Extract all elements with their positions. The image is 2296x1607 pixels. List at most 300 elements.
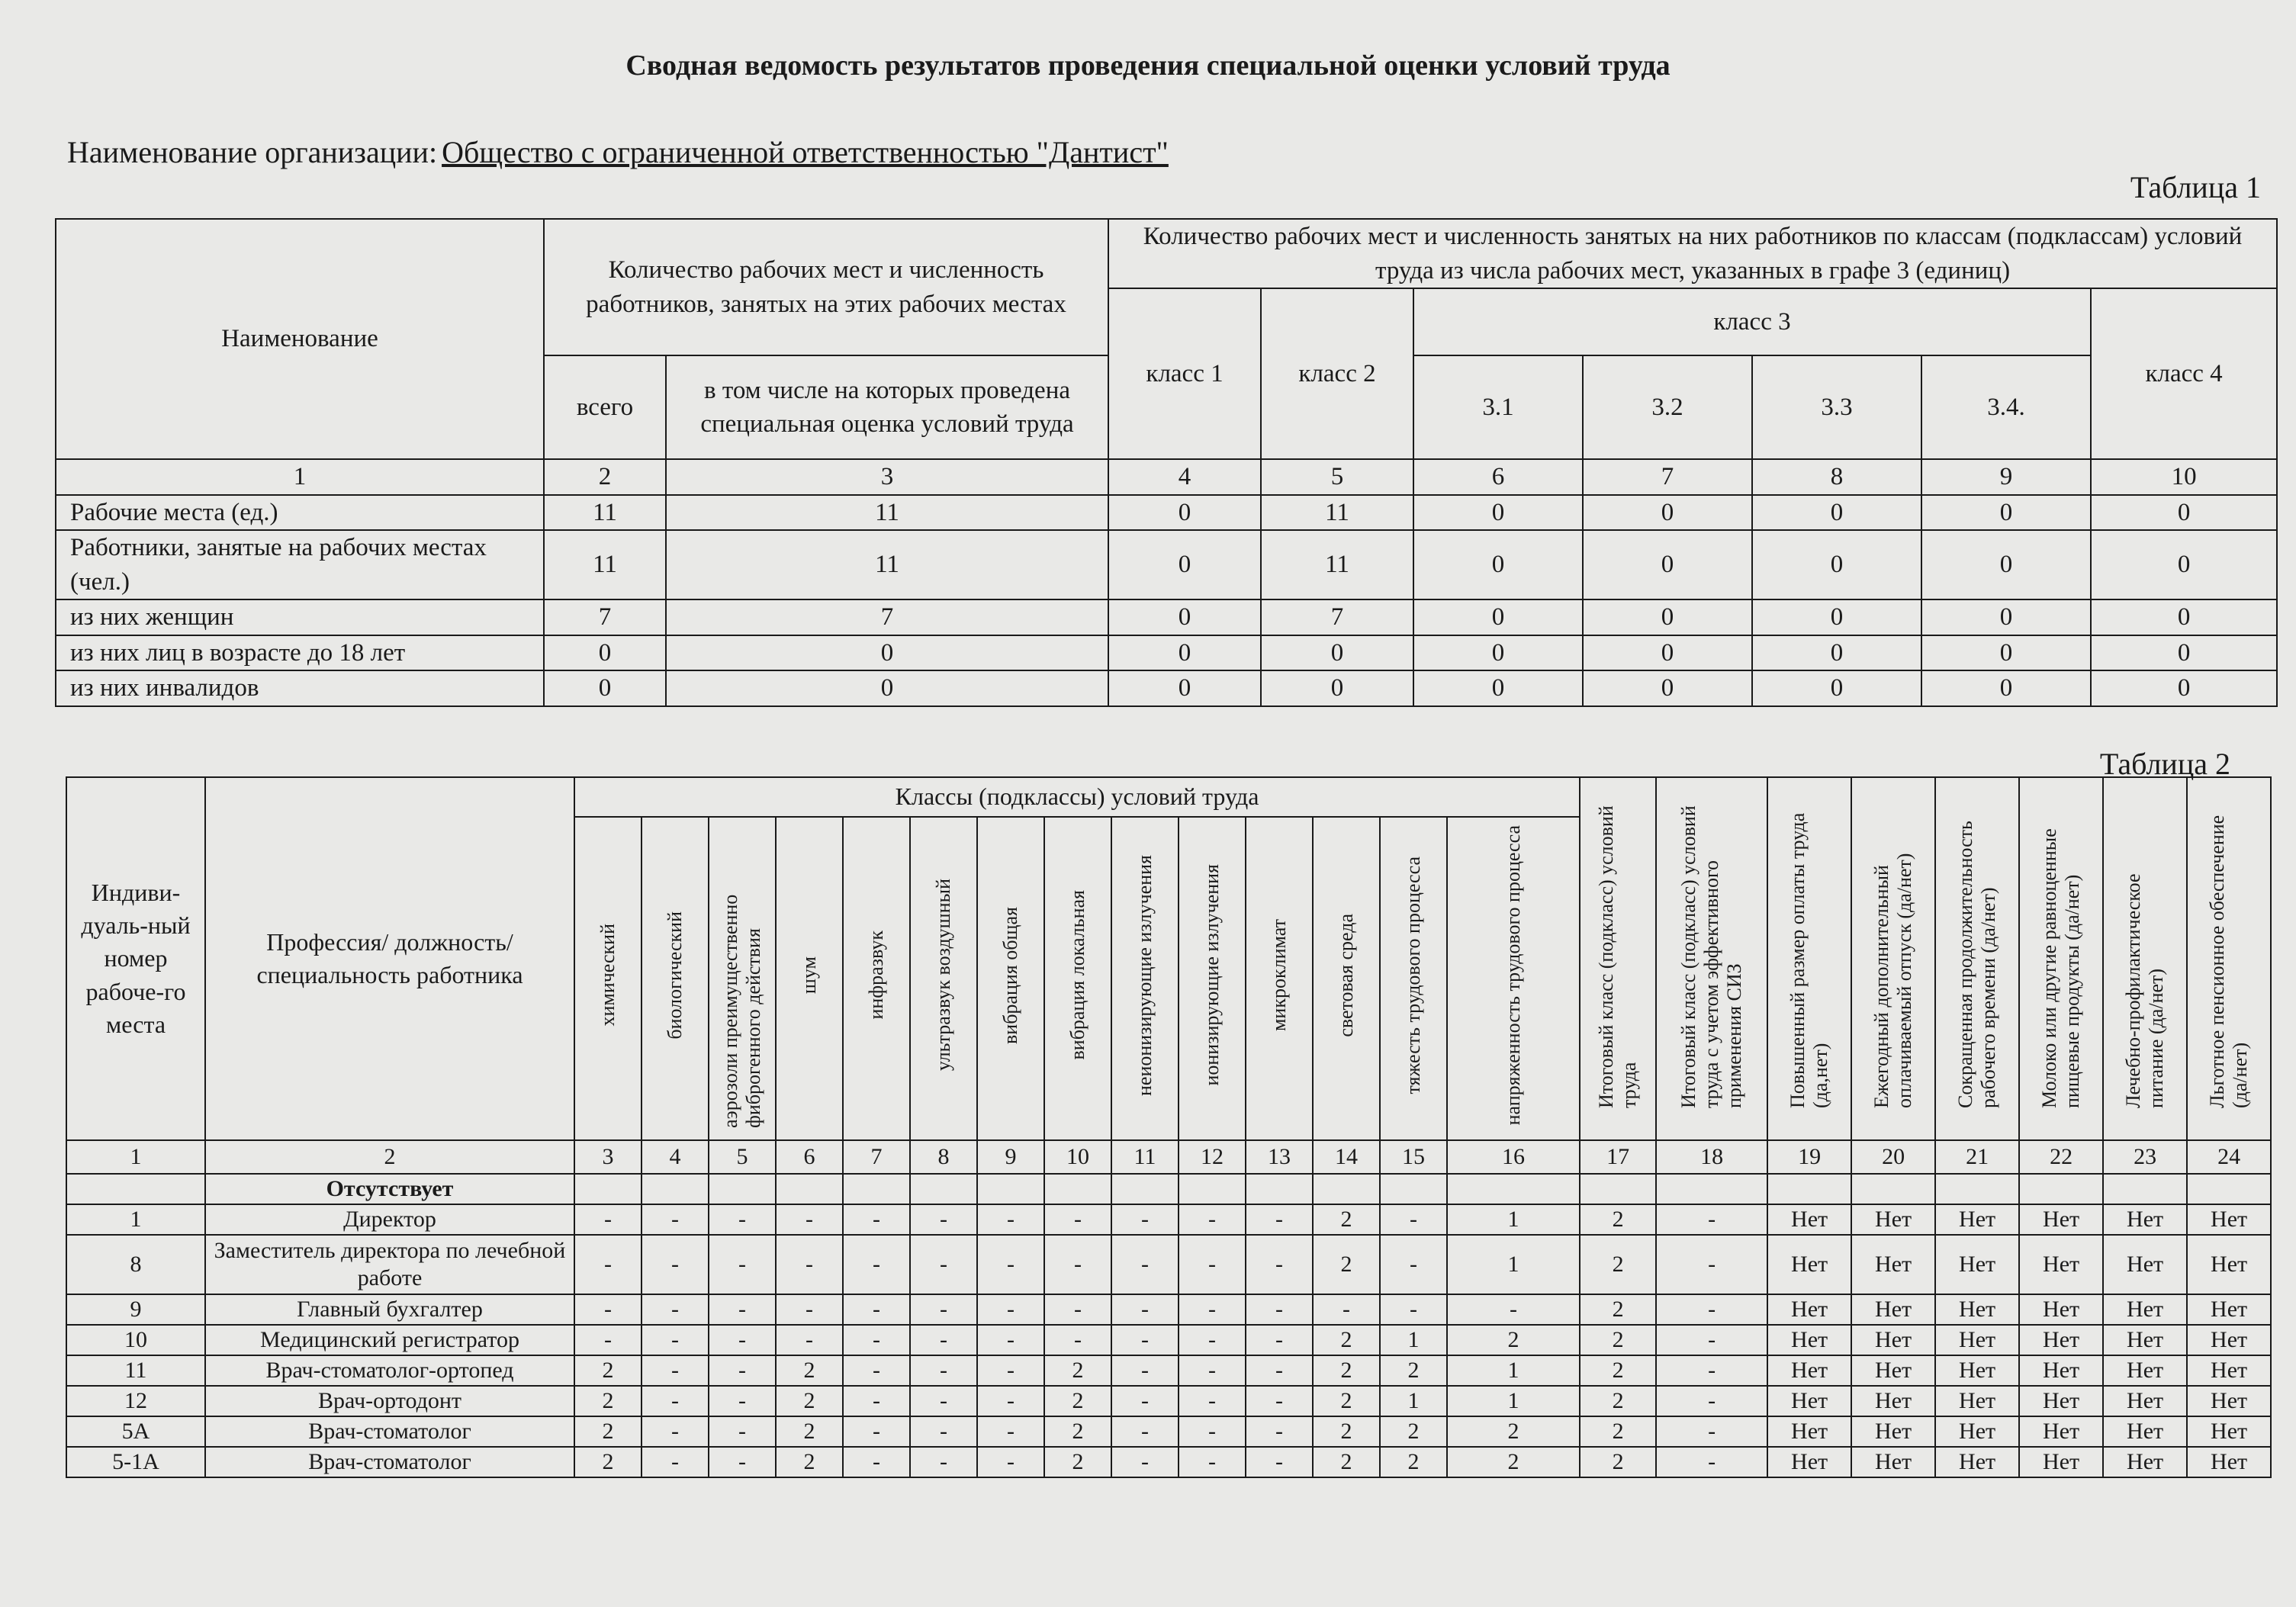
- t2-factor-label: шум: [798, 956, 821, 995]
- t2-value-cell: 2: [574, 1355, 642, 1386]
- t2-header-extra-21-label: Сокращенная продолжительность рабочего времени (да/нет): [1954, 820, 2000, 1108]
- t2-factor-header: [776, 817, 843, 1140]
- t2-value-cell: -: [1179, 1386, 1246, 1416]
- t2-workplace-id: 5-1А: [66, 1447, 205, 1477]
- t2-factor-header: [910, 817, 977, 1140]
- t2-empty-cell: [2187, 1174, 2271, 1204]
- t1-column-number-row: [56, 459, 2277, 495]
- t2-value-cell: -: [1656, 1204, 1767, 1235]
- t2-value-cell: Нет: [1935, 1325, 2019, 1355]
- t2-value-cell: Нет: [2103, 1204, 2187, 1235]
- t1-header-class2: класс 2: [1261, 288, 1413, 459]
- t2-value-cell: 2: [1580, 1204, 1656, 1235]
- t2-value-cell: -: [1044, 1294, 1111, 1325]
- t2-value-cell: Нет: [1851, 1325, 1935, 1355]
- t2-header-classes: Классы (подклассы) условий труда: [574, 777, 1580, 817]
- t2-value-cell: Нет: [1767, 1355, 1851, 1386]
- t2-column-number: 5: [709, 1140, 776, 1174]
- t2-column-number: 3: [574, 1140, 642, 1174]
- t2-row: [66, 1204, 2271, 1235]
- t2-value-cell: 2: [1044, 1416, 1111, 1447]
- t1-value-cell: 0: [1752, 495, 1921, 531]
- t2-column-number: 7: [843, 1140, 910, 1174]
- t2-value-cell: -: [709, 1386, 776, 1416]
- t2-value-cell: -: [977, 1294, 1044, 1325]
- t1-column-number: 4: [1108, 459, 1261, 495]
- t2-factor-header: [642, 817, 709, 1140]
- t2-value-cell: Нет: [2019, 1386, 2103, 1416]
- t2-row: [66, 1325, 2271, 1355]
- document-title: Сводная ведомость результатов проведения специальной оценки условий труда: [625, 50, 1671, 82]
- t2-column-number: 18: [1656, 1140, 1767, 1174]
- t1-value-cell: 11: [666, 530, 1108, 599]
- t2-factor-header: [1111, 817, 1179, 1140]
- t1-header-count: Количество рабочих мест и численность работников, занятых на этих рабочих местах: [544, 219, 1108, 355]
- organization-label: Наименование организации:: [67, 135, 438, 169]
- t2-value-cell: -: [1044, 1325, 1111, 1355]
- t2-value-cell: 1: [1380, 1386, 1447, 1416]
- t2-value-cell: 2: [1380, 1447, 1447, 1477]
- t1-value-cell: 0: [544, 670, 666, 706]
- t1-value-cell: 0: [1921, 495, 2091, 531]
- table1-label: Таблица 1: [2130, 170, 2261, 204]
- t2-factor-header: [1044, 817, 1111, 1140]
- t2-empty-cell: [1179, 1174, 1246, 1204]
- t1-header-sub-3-2: 3.2: [1583, 355, 1752, 459]
- t2-empty-cell: [642, 1174, 709, 1204]
- t2-row: [66, 1294, 2271, 1325]
- t2-empty-cell: [709, 1174, 776, 1204]
- t1-value-cell: 0: [1261, 670, 1413, 706]
- t2-value-cell: Нет: [2019, 1294, 2103, 1325]
- t2-value-cell: 2: [1313, 1386, 1380, 1416]
- t1-value-cell: 0: [1583, 599, 1752, 635]
- t2-row: [66, 1235, 2271, 1294]
- t2-row: [66, 1355, 2271, 1386]
- t2-value-cell: Нет: [2019, 1355, 2103, 1386]
- t2-value-cell: 2: [776, 1386, 843, 1416]
- t2-column-number: 24: [2187, 1140, 2271, 1174]
- t1-header-sub-3-1: 3.1: [1413, 355, 1583, 459]
- t2-value-cell: 2: [1447, 1325, 1580, 1355]
- t2-header-extra-23-label: Лечебно-профилактическое питание (да/нет): [2122, 873, 2168, 1108]
- t1-header-sub-3-4: 3.4.: [1921, 355, 2091, 459]
- t2-value-cell: -: [642, 1204, 709, 1235]
- t2-factor-label: вибрация общая: [999, 906, 1022, 1044]
- t2-value-cell: -: [1179, 1204, 1246, 1235]
- t2-value-cell: Нет: [1935, 1416, 2019, 1447]
- t2-profession: Директор: [205, 1204, 574, 1235]
- t2-value-cell: -: [1447, 1294, 1580, 1325]
- t2-factor-label: микроклимат: [1268, 918, 1291, 1032]
- t2-column-number: 4: [642, 1140, 709, 1174]
- t2-column-number: 21: [1935, 1140, 2019, 1174]
- t2-value-cell: Нет: [1935, 1355, 2019, 1386]
- t2-value-cell: -: [709, 1204, 776, 1235]
- t2-empty-cell: [1851, 1174, 1935, 1204]
- t1-value-cell: 0: [1752, 670, 1921, 706]
- t2-empty-cell: [1767, 1174, 1851, 1204]
- t2-value-cell: Нет: [2103, 1325, 2187, 1355]
- t1-column-number: 9: [1921, 459, 2091, 495]
- t2-value-cell: -: [1179, 1416, 1246, 1447]
- t2-value-cell: -: [977, 1355, 1044, 1386]
- t2-header-extra-20-label: Ежегодный дополнительный оплачиваемый отпуск (да/нет): [1870, 853, 1916, 1108]
- t2-column-number: 10: [1044, 1140, 1111, 1174]
- t2-profession: Врач-стоматолог: [205, 1416, 574, 1447]
- t2-row: [66, 1447, 2271, 1477]
- t1-value-cell: 0: [1413, 495, 1583, 531]
- t2-header-extra-19: [1767, 777, 1851, 1140]
- t1-row: [56, 495, 2277, 531]
- t2-factor-label: напряженность трудового процесса: [1502, 824, 1525, 1126]
- organization-line: [67, 134, 1169, 170]
- t2-value-cell: Нет: [1935, 1386, 2019, 1416]
- t2-factor-header: [1447, 817, 1580, 1140]
- t2-value-cell: -: [977, 1204, 1044, 1235]
- t2-factor-label: ультразвук воздушный: [932, 879, 955, 1072]
- t2-value-cell: Нет: [1935, 1447, 2019, 1477]
- t2-value-cell: -: [1246, 1386, 1313, 1416]
- t2-value-cell: 2: [1580, 1294, 1656, 1325]
- t2-value-cell: -: [910, 1386, 977, 1416]
- t1-value-cell: 0: [1583, 530, 1752, 599]
- t2-workplace-id: 1: [66, 1204, 205, 1235]
- t1-row-name: Работники, занятые на рабочих местах (чел.): [56, 530, 544, 599]
- t2-value-cell: -: [910, 1447, 977, 1477]
- t2-value-cell: Нет: [2187, 1235, 2271, 1294]
- t2-value-cell: Нет: [2019, 1325, 2103, 1355]
- t2-factor-label: неионизирующие излучения: [1134, 854, 1156, 1096]
- t1-column-number: 1: [56, 459, 544, 495]
- t2-value-cell: -: [574, 1294, 642, 1325]
- t2-value-cell: 2: [1313, 1447, 1380, 1477]
- t2-empty-cell: [2019, 1174, 2103, 1204]
- t2-factor-label: световая среда: [1335, 913, 1358, 1037]
- t2-value-cell: -: [1179, 1294, 1246, 1325]
- t2-factor-header: [1179, 817, 1246, 1140]
- t2-empty-cell: [1313, 1174, 1380, 1204]
- t2-value-cell: Нет: [2187, 1447, 2271, 1477]
- t2-column-number: 6: [776, 1140, 843, 1174]
- t2-value-cell: Нет: [1851, 1447, 1935, 1477]
- t2-factor-label: ионизирующие излучения: [1201, 864, 1224, 1086]
- t2-value-cell: -: [843, 1294, 910, 1325]
- t2-column-number: 22: [2019, 1140, 2103, 1174]
- t1-value-cell: 11: [544, 495, 666, 531]
- t1-value-cell: 0: [1752, 599, 1921, 635]
- t2-value-cell: -: [910, 1416, 977, 1447]
- t2-value-cell: Нет: [1935, 1294, 2019, 1325]
- t2-value-cell: -: [843, 1235, 910, 1294]
- t2-header-extra-24: [2187, 777, 2271, 1140]
- t2-section-id-cell: [66, 1174, 205, 1204]
- t1-value-cell: 0: [1108, 530, 1261, 599]
- t2-column-number: 17: [1580, 1140, 1656, 1174]
- t2-value-cell: Нет: [1851, 1416, 1935, 1447]
- t2-value-cell: Нет: [2103, 1235, 2187, 1294]
- t2-empty-cell: [1656, 1174, 1767, 1204]
- t2-value-cell: -: [776, 1204, 843, 1235]
- t2-section-label: Отсутствует: [205, 1174, 574, 1204]
- t2-value-cell: 2: [1447, 1447, 1580, 1477]
- t2-value-cell: Нет: [2103, 1416, 2187, 1447]
- t1-value-cell: 7: [544, 599, 666, 635]
- t1-column-number: 5: [1261, 459, 1413, 495]
- t2-profession: Врач-ортодонт: [205, 1386, 574, 1416]
- t2-header-extra-18: [1656, 777, 1767, 1140]
- t2-row: [66, 1416, 2271, 1447]
- t2-value-cell: Нет: [1851, 1235, 1935, 1294]
- t2-value-cell: 2: [776, 1416, 843, 1447]
- t2-value-cell: 2: [1380, 1355, 1447, 1386]
- t2-value-cell: -: [1111, 1235, 1179, 1294]
- t2-value-cell: Нет: [1767, 1325, 1851, 1355]
- t2-workplace-id: 11: [66, 1355, 205, 1386]
- t2-value-cell: Нет: [2019, 1235, 2103, 1294]
- t2-profession: Медицинский регистратор: [205, 1325, 574, 1355]
- t2-value-cell: Нет: [1935, 1235, 2019, 1294]
- t2-value-cell: -: [977, 1325, 1044, 1355]
- t2-value-cell: -: [1179, 1235, 1246, 1294]
- t2-value-cell: 2: [1313, 1416, 1380, 1447]
- t2-value-cell: Нет: [2187, 1416, 2271, 1447]
- t2-value-cell: -: [709, 1355, 776, 1386]
- t2-value-cell: -: [977, 1447, 1044, 1477]
- t2-value-cell: -: [1111, 1447, 1179, 1477]
- t2-profession: Главный бухгалтер: [205, 1294, 574, 1325]
- summary-table: [55, 218, 2278, 707]
- t1-value-cell: 0: [666, 635, 1108, 671]
- t2-value-cell: -: [1313, 1294, 1380, 1325]
- t1-value-cell: 0: [1583, 670, 1752, 706]
- t2-value-cell: -: [1656, 1386, 1767, 1416]
- t2-value-cell: 2: [1580, 1416, 1656, 1447]
- t2-column-number: 8: [910, 1140, 977, 1174]
- t2-empty-cell: [910, 1174, 977, 1204]
- t1-value-cell: 0: [1583, 635, 1752, 671]
- t1-column-number: 10: [2091, 459, 2277, 495]
- t2-value-cell: -: [1111, 1416, 1179, 1447]
- t1-value-cell: 0: [1752, 635, 1921, 671]
- t2-value-cell: Нет: [1767, 1447, 1851, 1477]
- t2-value-cell: -: [1246, 1416, 1313, 1447]
- t1-header-class1: класс 1: [1108, 288, 1261, 459]
- t2-value-cell: -: [843, 1416, 910, 1447]
- t2-column-number: 9: [977, 1140, 1044, 1174]
- t2-value-cell: Нет: [2187, 1355, 2271, 1386]
- t2-value-cell: -: [709, 1416, 776, 1447]
- t2-value-cell: Нет: [2187, 1204, 2271, 1235]
- t1-header-total: всего: [544, 355, 666, 459]
- t2-value-cell: Нет: [2019, 1204, 2103, 1235]
- t2-factor-header: [709, 817, 776, 1140]
- t2-value-cell: -: [1656, 1294, 1767, 1325]
- t2-header-extra-23: [2103, 777, 2187, 1140]
- t1-row: [56, 670, 2277, 706]
- t2-value-cell: Нет: [2019, 1447, 2103, 1477]
- t2-value-cell: Нет: [1851, 1355, 1935, 1386]
- t2-value-cell: Нет: [1767, 1204, 1851, 1235]
- t1-value-cell: 0: [1921, 599, 2091, 635]
- t2-value-cell: 2: [574, 1386, 642, 1416]
- t2-value-cell: -: [776, 1294, 843, 1325]
- t1-value-cell: 0: [1108, 599, 1261, 635]
- t1-row-name: из них женщин: [56, 599, 544, 635]
- t1-row-name: из них инвалидов: [56, 670, 544, 706]
- t2-factor-header: [574, 817, 642, 1140]
- t2-empty-cell: [574, 1174, 642, 1204]
- t2-section-row: [66, 1174, 2271, 1204]
- t2-value-cell: 2: [1580, 1325, 1656, 1355]
- t1-header-classes: Количество рабочих мест и численность занятых на них работников по классам (подклассам) условий труда из числа рабочих мест, указанных в графе 3 (единиц): [1108, 219, 2277, 288]
- t2-workplace-id: 9: [66, 1294, 205, 1325]
- t1-row: [56, 599, 2277, 635]
- t2-workplace-id: 12: [66, 1386, 205, 1416]
- t2-value-cell: -: [709, 1447, 776, 1477]
- t2-column-number: 12: [1179, 1140, 1246, 1174]
- t2-value-cell: 2: [1044, 1355, 1111, 1386]
- t2-value-cell: Нет: [2103, 1355, 2187, 1386]
- t2-value-cell: Нет: [1851, 1204, 1935, 1235]
- t2-value-cell: Нет: [1767, 1235, 1851, 1294]
- t2-value-cell: 1: [1447, 1386, 1580, 1416]
- t2-value-cell: 2: [1580, 1355, 1656, 1386]
- t1-value-cell: 0: [1413, 530, 1583, 599]
- t2-value-cell: -: [642, 1235, 709, 1294]
- t1-value-cell: 0: [2091, 495, 2277, 531]
- t2-header-extra-18-label: Итоговый класс (подкласс) условий труда с учетом эффективного применения СИЗ: [1677, 805, 1746, 1108]
- t1-column-number: 3: [666, 459, 1108, 495]
- t1-header-sub-3-3: 3.3: [1752, 355, 1921, 459]
- t2-value-cell: -: [642, 1294, 709, 1325]
- t1-value-cell: 0: [1413, 635, 1583, 671]
- t2-empty-cell: [1111, 1174, 1179, 1204]
- t2-value-cell: -: [1111, 1204, 1179, 1235]
- t2-value-cell: Нет: [1851, 1294, 1935, 1325]
- t2-value-cell: 2: [1313, 1325, 1380, 1355]
- t2-value-cell: Нет: [2103, 1294, 2187, 1325]
- t1-value-cell: 0: [1261, 635, 1413, 671]
- t2-value-cell: -: [574, 1325, 642, 1355]
- t2-value-cell: Нет: [2187, 1294, 2271, 1325]
- t2-factor-label: инфразвук: [865, 930, 888, 1020]
- t2-value-cell: -: [642, 1355, 709, 1386]
- t1-column-number: 7: [1583, 459, 1752, 495]
- t1-row-name: Рабочие места (ед.): [56, 495, 544, 531]
- t1-value-cell: 0: [1413, 599, 1583, 635]
- t2-value-cell: -: [1111, 1355, 1179, 1386]
- t2-value-cell: 1: [1447, 1355, 1580, 1386]
- t1-column-number: 2: [544, 459, 666, 495]
- t2-value-cell: -: [642, 1386, 709, 1416]
- t2-value-cell: 2: [574, 1447, 642, 1477]
- t2-header-extra-22-label: Молоко или другие равноценные пищевые продукты (да/нет): [2038, 828, 2084, 1108]
- t2-column-number: 1: [66, 1140, 205, 1174]
- t1-value-cell: 0: [2091, 670, 2277, 706]
- t2-value-cell: Нет: [2103, 1386, 2187, 1416]
- workplace-table: [66, 776, 2272, 1478]
- t1-value-cell: 11: [1261, 530, 1413, 599]
- t2-header-id: Индиви-дуаль-ный номер рабоче-го места: [66, 777, 205, 1140]
- t2-empty-cell: [1380, 1174, 1447, 1204]
- t2-value-cell: -: [1380, 1294, 1447, 1325]
- t2-value-cell: -: [709, 1325, 776, 1355]
- t2-value-cell: 2: [1044, 1447, 1111, 1477]
- t2-header-extra-21: [1935, 777, 2019, 1140]
- t2-value-cell: Нет: [1767, 1386, 1851, 1416]
- t2-value-cell: 2: [1313, 1235, 1380, 1294]
- t2-column-number: 14: [1313, 1140, 1380, 1174]
- t2-value-cell: -: [1246, 1447, 1313, 1477]
- t2-value-cell: -: [1246, 1204, 1313, 1235]
- t2-factor-label: аэрозоли преимущественно фиброгенного действия: [719, 894, 764, 1128]
- t2-value-cell: Нет: [1767, 1416, 1851, 1447]
- t2-value-cell: -: [1656, 1447, 1767, 1477]
- t2-value-cell: 2: [574, 1416, 642, 1447]
- t2-header-extra-22: [2019, 777, 2103, 1140]
- t2-value-cell: 2: [1447, 1416, 1580, 1447]
- t2-factor-header: [1246, 817, 1313, 1140]
- t1-value-cell: 0: [1108, 495, 1261, 531]
- t2-value-cell: 2: [1044, 1386, 1111, 1416]
- t2-factor-header: [843, 817, 910, 1140]
- t2-header-extra-24-label: Льготное пенсионное обеспечение (да/нет): [2206, 815, 2252, 1108]
- t1-value-cell: 0: [1108, 670, 1261, 706]
- t2-column-number: 2: [205, 1140, 574, 1174]
- t2-value-cell: -: [1179, 1447, 1246, 1477]
- t1-row: [56, 635, 2277, 671]
- t2-factor-label: тяжесть трудового процесса: [1402, 856, 1425, 1094]
- t1-column-number: 8: [1752, 459, 1921, 495]
- t1-value-cell: 0: [1752, 530, 1921, 599]
- t2-value-cell: 2: [1313, 1355, 1380, 1386]
- t2-value-cell: -: [910, 1355, 977, 1386]
- t2-value-cell: -: [1380, 1235, 1447, 1294]
- t2-value-cell: Нет: [2187, 1386, 2271, 1416]
- t2-value-cell: -: [709, 1294, 776, 1325]
- t2-value-cell: -: [843, 1355, 910, 1386]
- t1-header-class3: класс 3: [1413, 288, 2091, 355]
- t2-factor-label: химический: [597, 924, 619, 1027]
- t2-empty-cell: [1580, 1174, 1656, 1204]
- t2-value-cell: -: [977, 1416, 1044, 1447]
- t2-empty-cell: [1044, 1174, 1111, 1204]
- t1-value-cell: 11: [666, 495, 1108, 531]
- t2-value-cell: Нет: [2187, 1325, 2271, 1355]
- t2-value-cell: -: [1179, 1325, 1246, 1355]
- t2-value-cell: Нет: [2019, 1416, 2103, 1447]
- table2-label: Таблица 2: [2099, 747, 2230, 781]
- t2-header-profession: Профессия/ должность/ специальность работника: [205, 777, 574, 1140]
- t2-workplace-id: 5А: [66, 1416, 205, 1447]
- t2-value-cell: -: [1044, 1204, 1111, 1235]
- t2-value-cell: -: [1246, 1294, 1313, 1325]
- t2-value-cell: -: [1380, 1204, 1447, 1235]
- t1-value-cell: 0: [1921, 530, 2091, 599]
- t2-value-cell: -: [910, 1204, 977, 1235]
- t2-empty-cell: [1935, 1174, 2019, 1204]
- t2-value-cell: Нет: [1935, 1204, 2019, 1235]
- t2-profession: Врач-стоматолог-ортопед: [205, 1355, 574, 1386]
- t2-value-cell: -: [709, 1235, 776, 1294]
- t2-value-cell: Нет: [2103, 1447, 2187, 1477]
- t2-value-cell: -: [776, 1235, 843, 1294]
- t2-value-cell: -: [910, 1325, 977, 1355]
- t2-value-cell: -: [642, 1325, 709, 1355]
- t2-value-cell: Нет: [1767, 1294, 1851, 1325]
- t2-value-cell: 2: [776, 1355, 843, 1386]
